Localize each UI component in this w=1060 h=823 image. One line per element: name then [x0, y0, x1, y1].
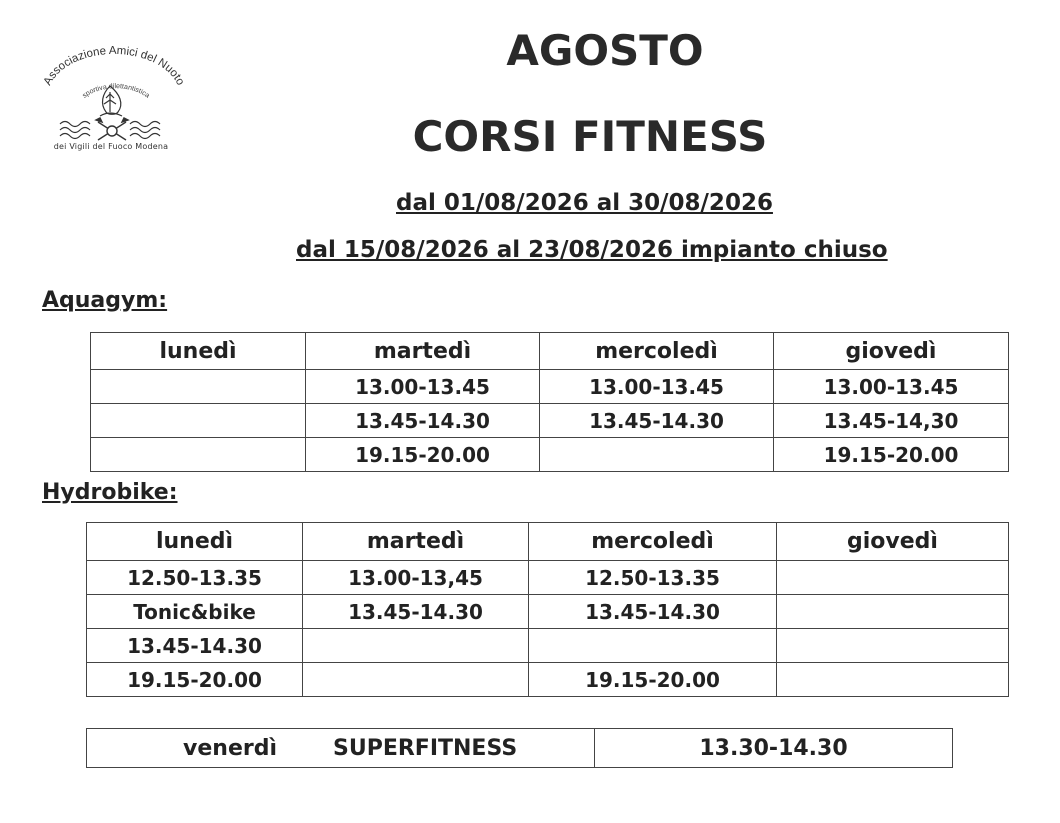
- table-cell: 12.50-13.35: [87, 561, 303, 595]
- table-cell: [777, 663, 1009, 697]
- table-cell: 13.00-13.45: [774, 370, 1009, 404]
- friday-course-cell: [87, 729, 595, 768]
- friday-course-table: [86, 728, 953, 768]
- table-row: [91, 404, 1009, 438]
- table-cell: 13.45-14.30: [306, 404, 540, 438]
- table-cell: 19.15-20.00: [306, 438, 540, 472]
- table-cell: [540, 438, 774, 472]
- table-cell: [91, 404, 306, 438]
- table-row: [87, 561, 1009, 595]
- table-cell: 13.45-14.30: [303, 595, 529, 629]
- month-title: AGOSTO: [506, 26, 704, 75]
- column-header: martedì: [303, 523, 529, 561]
- crossed-axes-icon: [96, 118, 128, 140]
- table-row: [87, 595, 1009, 629]
- page-title: CORSI FITNESS: [412, 112, 768, 161]
- table-cell: [529, 629, 777, 663]
- table-cell: 13.45-14.30: [540, 404, 774, 438]
- table-cell: [303, 663, 529, 697]
- table-cell: [303, 629, 529, 663]
- logo-sub-text: sportiva dilettantistica: [81, 83, 151, 100]
- table-row: [87, 629, 1009, 663]
- table-cell: 13.45-14.30: [87, 629, 303, 663]
- friday-course-name: SUPERFITNESS: [333, 735, 518, 761]
- column-header: mercoledì: [529, 523, 777, 561]
- table-cell: [777, 595, 1009, 629]
- column-header: giovedì: [777, 523, 1009, 561]
- period-open: dal 01/08/2026 al 30/08/2026: [396, 190, 773, 216]
- table-cell: 13.00-13.45: [540, 370, 774, 404]
- logo-bottom-text: dei Vigili del Fuoco Modena: [53, 142, 169, 151]
- table-cell: 13.45-14.30: [529, 595, 777, 629]
- aquagym-heading: Aquagym:: [42, 288, 168, 313]
- aquagym-table: [90, 332, 1009, 472]
- table-cell: Tonic&bike: [87, 595, 303, 629]
- column-header: lunedì: [87, 523, 303, 561]
- table-cell: [91, 438, 306, 472]
- friday-day-label: venerdì: [183, 735, 277, 761]
- table-cell: [777, 629, 1009, 663]
- table-row: [91, 438, 1009, 472]
- table-cell: 12.50-13.35: [529, 561, 777, 595]
- table-cell: [777, 561, 1009, 595]
- friday-time-cell: 13.30-14.30: [595, 729, 953, 768]
- table-header-row: [87, 523, 1009, 561]
- table-row: [87, 729, 953, 768]
- column-header: lunedì: [91, 333, 306, 370]
- hydrobike-table: [86, 522, 1009, 697]
- table-cell: 19.15-20.00: [529, 663, 777, 697]
- column-header: martedì: [306, 333, 540, 370]
- table-row: [87, 663, 1009, 697]
- table-cell: 19.15-20.00: [774, 438, 1009, 472]
- table-cell: [91, 370, 306, 404]
- period-closed: dal 15/08/2026 al 23/08/2026 impianto chiuso: [296, 237, 888, 263]
- table-cell: 13.00-13.45: [306, 370, 540, 404]
- table-cell: 13.45-14,30: [774, 404, 1009, 438]
- table-row: [91, 370, 1009, 404]
- column-header: giovedì: [774, 333, 1009, 370]
- table-cell: 13.00-13,45: [303, 561, 529, 595]
- table-cell: 19.15-20.00: [87, 663, 303, 697]
- table-header-row: [91, 333, 1009, 370]
- hydrobike-heading: Hydrobike:: [42, 480, 178, 505]
- column-header: mercoledì: [540, 333, 774, 370]
- logo-arc-text: Associazione Amici del Nuoto: [41, 44, 187, 88]
